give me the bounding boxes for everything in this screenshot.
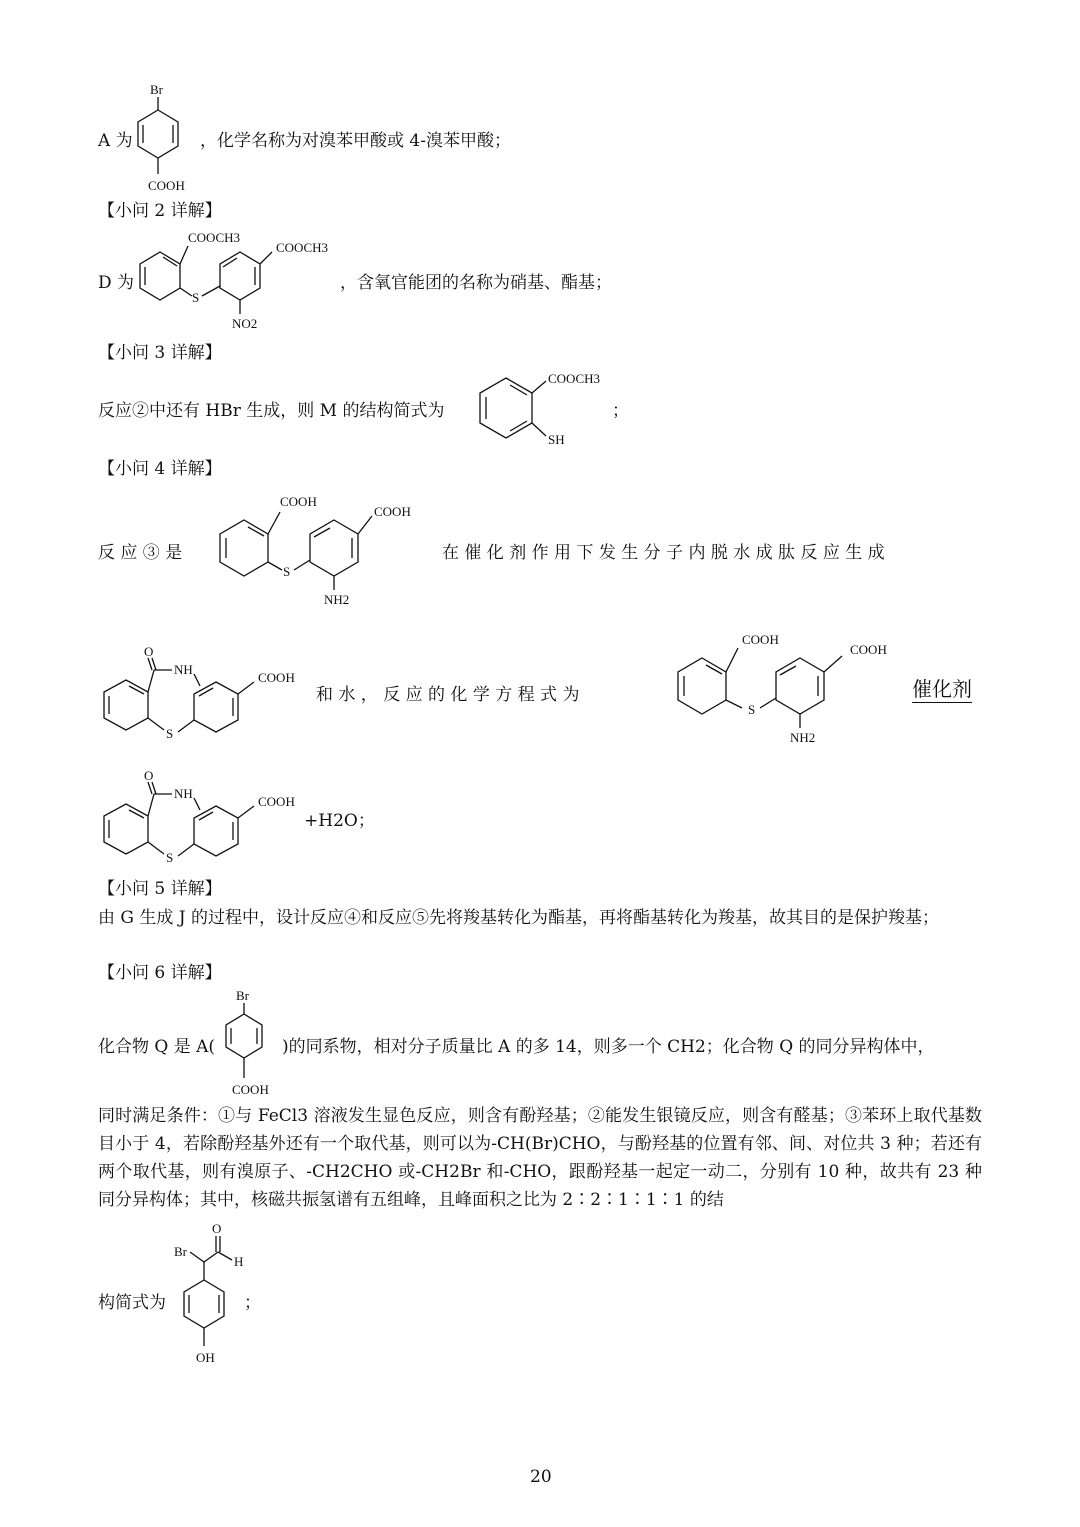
q2-text: ，含氧官能团的名称为硝基、酯基；	[340, 273, 612, 293]
mol-label-cooh: COOH	[148, 178, 185, 193]
q2-heading: 【小问 2 详解】	[98, 201, 222, 221]
q6-line1-b: )的同系物，相对分子质量比 A 的多 14，则多一个 CH2；化合物 Q 的同分异构体中，	[282, 1037, 935, 1057]
mol-label-no2: NO2	[232, 316, 258, 331]
page-number: 20	[530, 1467, 552, 1487]
mol-reactant-diacid-2	[672, 624, 912, 748]
q1-prefix: A 为	[98, 131, 133, 151]
mol-label-cooh: COOH	[258, 670, 295, 685]
q4-product-suffix: +H2O；	[304, 811, 375, 831]
q4-prefix: 反 应 ③ 是	[98, 543, 183, 563]
catalyst-arrow-label: 催化剂	[912, 677, 972, 701]
q5-heading: 【小问 5 详解】	[98, 879, 222, 899]
mol-label-ester2: COOCH3	[276, 240, 329, 255]
mol-label-o: O	[144, 768, 154, 783]
q6-paragraph: 同时满足条件：①与 FeCl3 溶液发生显色反应，则含有酚羟基；②能发生银镜反应，则含有醛基；③苯环上取代基数目小于 4，若除酚羟基外还有一个取代基，则可以为-CH(Br)CHO，与酚羟基的位置有邻、间、对位共 3 种；若还有两个取代基，则有溴原子、-CH2CHO 或-CH2Br 和-CHO，跟酚羟基一起定一动二，分别有 10 种，故共有 23 种同分异构体；其中，核磁共振氢谱有五组峰，且峰面积之比为 2∶2∶1∶1∶1 的结	[98, 1106, 982, 1210]
mol-label-br: Br	[150, 82, 163, 97]
mol-label-s: S	[166, 726, 174, 741]
mol-product-lactam	[96, 646, 316, 760]
mol-label-s: S	[192, 290, 200, 305]
mol-label-o: O	[212, 1221, 222, 1236]
mol-label-br: Br	[174, 1244, 187, 1259]
mol-product-lactam-2	[96, 770, 316, 884]
q3-prefix: 反应②中还有 HBr 生成，则 M 的结构简式为	[98, 401, 445, 421]
q6-final-prefix: 构简式为	[98, 1293, 166, 1313]
mol-label-cooh1: COOH	[742, 632, 779, 647]
mol-label-cooh2: COOH	[374, 504, 411, 519]
mol-compound-m	[470, 366, 620, 460]
mol-label-ester1: COOCH3	[188, 230, 241, 245]
mol-label-s: S	[166, 850, 174, 865]
q1-text: ，化学名称为对溴苯甲酸或 4-溴苯甲酸；	[200, 131, 511, 151]
mol-label-cooh: COOH	[232, 1082, 269, 1097]
mol-reactant-diacid	[206, 490, 446, 614]
q6-final-suffix: ；	[244, 1293, 261, 1313]
mol-label-nh: NH	[174, 662, 193, 677]
mol-label-s: S	[748, 702, 756, 717]
mol-label-ester: COOCH3	[548, 371, 601, 386]
mol-label-cooh2: COOH	[850, 642, 887, 657]
mol-label-o: O	[144, 644, 154, 659]
q4-text2: 和 水 ， 反 应 的 化 学 方 程 式 为	[316, 685, 580, 705]
mol-compound-d	[130, 226, 350, 340]
q5-paragraph: 由 G 生成 J 的过程中，设计反应④和反应⑤先将羧基转化为酯基，再将酯基转化为羧基，故其目的是保护羧基；	[98, 908, 940, 928]
mol-a-inline	[216, 988, 282, 1104]
mol-label-br: Br	[236, 988, 249, 1003]
mol-4-bromobenzoic-acid	[128, 82, 208, 202]
q3-suffix: ；	[612, 401, 629, 421]
mol-label-cooh1: COOH	[280, 494, 317, 509]
mol-label-nh: NH	[174, 786, 193, 801]
q6-heading: 【小问 6 详解】	[98, 963, 222, 983]
mol-label-s: S	[283, 564, 291, 579]
q2-prefix: D 为	[98, 273, 135, 293]
mol-label-h: H	[234, 1254, 244, 1269]
q4-heading: 【小问 4 详解】	[98, 459, 222, 479]
q4-text1: 在 催 化 剂 作 用 下 发 生 分 子 内 脱 水 成 肽 反 应 生 成	[442, 543, 885, 563]
mol-label-cooh: COOH	[258, 794, 295, 809]
mol-label-nh2: NH2	[790, 730, 816, 745]
q6-line1-a: 化合物 Q 是 A(	[98, 1037, 216, 1057]
mol-label-oh: OH	[196, 1350, 215, 1365]
q3-heading: 【小问 3 详解】	[98, 343, 222, 363]
mol-label-sh: SH	[548, 432, 565, 447]
mol-label-nh2: NH2	[324, 592, 350, 607]
